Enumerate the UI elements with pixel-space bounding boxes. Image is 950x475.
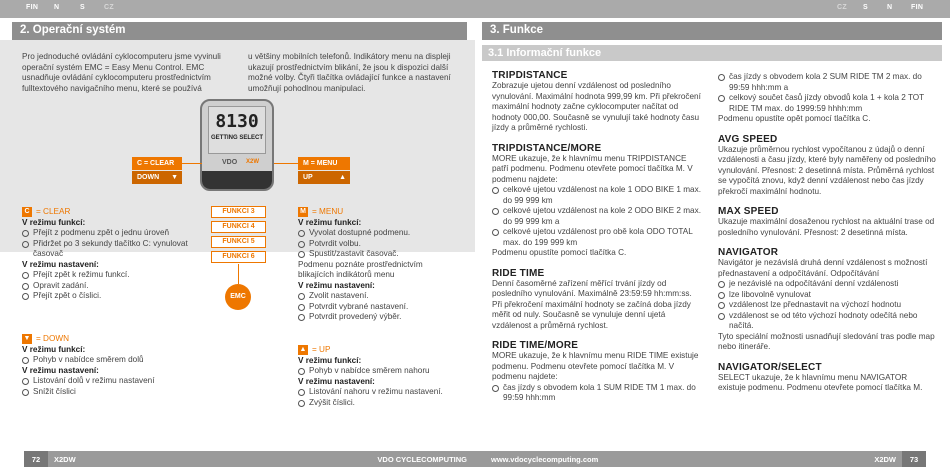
list-item: Listování nahoru v režimu nastavení. xyxy=(298,387,458,398)
ridemore-list xyxy=(492,383,702,404)
list-item: Potvrdit vybrané nastavení. xyxy=(298,302,458,313)
tripmore-list xyxy=(492,185,702,248)
device-screen-text: GETTING SELECT xyxy=(210,135,263,141)
list-item: Opravit zadání. xyxy=(22,281,202,292)
device-screen xyxy=(208,106,266,154)
menu-button-label: M = MENU xyxy=(298,157,350,170)
connector-line xyxy=(274,163,298,164)
menu-h1: V režimu funkcí: xyxy=(298,217,362,227)
menu-key-icon: M xyxy=(298,207,308,217)
down-list-1 xyxy=(22,355,202,366)
list-item: čas jízdy s obvodem kola 2 SUM RIDE TM 2 max. do 99:59 hhh:mm a xyxy=(718,72,936,93)
up-button-text: UP xyxy=(303,174,313,181)
list-item: je nezávislé na odpočítávání denní vzdálenosti xyxy=(718,279,936,290)
connector-line xyxy=(182,163,202,164)
connector-line xyxy=(238,264,239,284)
list-item: Zvýšit číslici. xyxy=(298,398,458,409)
down-title: = DOWN xyxy=(36,334,69,344)
navsel-title: NAVIGATOR/SELECT xyxy=(718,361,822,373)
down-arrow-icon: ▼ xyxy=(171,174,178,181)
list-item: Potvrdit provedený výběr. xyxy=(298,312,458,323)
lang-tab-s[interactable]: S xyxy=(863,4,868,11)
nav-after: Tyto speciální možnosti usnadňují sledování tras podle map nebo itineráře. xyxy=(718,331,935,351)
list-item: Vyvolat dostupné podmenu. xyxy=(298,228,458,239)
up-title: = UP xyxy=(312,345,331,355)
page-number-right: 73 xyxy=(902,451,926,467)
navsel-text: SELECT ukazuje, že k hlavnímu menu NAVIGATOR existuje podmenu. Podmenu otevřete pomocí tlačítka M. xyxy=(718,372,923,392)
lang-tab-cz[interactable]: CZ xyxy=(104,4,114,11)
up-list-1 xyxy=(298,366,458,377)
clear-key-icon: C xyxy=(22,207,32,217)
footer-url[interactable]: www.vdocyclecomputing.com xyxy=(491,455,599,464)
right-col-1 xyxy=(492,70,702,404)
up-section xyxy=(298,345,458,408)
list-item: lze libovolně vynulovat xyxy=(718,290,936,301)
list-item: Přejít zpět k režimu funkcí. xyxy=(22,270,202,281)
device-brand: VDO xyxy=(222,159,238,166)
ride-text: Denní časoměrné zařízení měřící trvání jízdy od posledního vynulování. Maximálně 23:59:59 hh:mm:ss. Při překročení maximální hodnoty se začíná doba jízdy měřit od nuly. Současně se vynuluje denní ujetá vzdálenost a průměrná rychlost. xyxy=(492,278,692,330)
footer-left xyxy=(48,451,475,467)
tripdistance-title: TRIPDISTANCE xyxy=(492,70,568,81)
footer-model-left: X2DW xyxy=(54,455,76,464)
ridemore-list-cont xyxy=(718,72,936,114)
tripmore-text: MORE ukazuje, že k hlavnímu menu TRIPDISTANCE patří podmenu. Podmenu otevřete pomocí tlačítka M. V podmenu najdete: xyxy=(492,153,693,184)
lang-tab-n[interactable]: N xyxy=(887,4,893,11)
max-text: Ukazuje maximální dosaženou rychlost na aktuální trase od posledního vynulování. Přesnost: 2 desetinná místa. xyxy=(718,217,935,237)
page-number-left: 72 xyxy=(24,451,48,467)
down-h1: V režimu funkcí: xyxy=(22,344,86,354)
lang-tab-fin[interactable]: FIN xyxy=(911,4,924,11)
top-bar-left xyxy=(0,0,475,18)
funkce-5-label: FUNKCI 5 xyxy=(211,236,266,248)
menu-note: Podmenu poznáte prostřednictvím blikajících indikátorů menu xyxy=(298,259,423,280)
lang-tab-cz[interactable]: CZ xyxy=(837,4,847,11)
clear-section xyxy=(22,207,202,302)
list-item: Přidržet po 3 sekundy tlačítko C: vynulovat časovač xyxy=(22,239,202,260)
clear-list-1 xyxy=(22,228,202,260)
avg-text: Ukazuje průměrnou rychlost vypočítanou z údajů o denní vzdálenosti a času jízdy, které byly naměřeny od posledního vynulování. Přesnost: 2 desetinná místa. Průměrná rychlost se vypočítá znovu, když denní vzdálenost nebo čas jízdy překročí maximální hodnotu. xyxy=(718,144,936,196)
tripdistance-text: Zobrazuje ujetou denní vzdálenost od posledního vynulování. Maximální hodnota 999,99 km. Při překročení maximální hodnoty začne cyklocomputer načítat od hodnoty 000,00. Současně se vynulují také hodnoty času jízdy a průměrné rychlosti. xyxy=(492,81,701,132)
clear-list-2 xyxy=(22,270,202,302)
list-item: Snížit číslici xyxy=(22,387,202,398)
down-button-label xyxy=(132,171,182,184)
down-button-text: DOWN xyxy=(137,174,160,181)
list-item: Spustit/zastavit časovač. xyxy=(298,249,458,260)
clear-title: = CLEAR xyxy=(36,207,71,217)
list-item: Potvrdit volbu. xyxy=(298,239,458,250)
ridemore-text: MORE ukazuje, že k hlavnímu menu RIDE TIME existuje podmenu. Podmenu otevřete pomocí tlačítka M. V podmenu najdete: xyxy=(492,351,699,381)
lang-tab-n[interactable]: N xyxy=(54,4,60,11)
menu-list-1 xyxy=(298,228,458,260)
up-key-icon: ▲ xyxy=(299,346,307,353)
intro-text-col2: u většiny mobilních telefonů. Indikátory menu na displeji ukazují prostřednictvím blikání, že jsou k dispozici další možné volby. Čtyři tlačítka ovládající funkce a nastavení umožňují pohodlnou manipulaci. xyxy=(248,52,451,93)
footer-right xyxy=(475,451,902,467)
section-title-right: 3. Funkce xyxy=(482,22,942,40)
clear-h2: V režimu nastavení: xyxy=(22,259,99,269)
up-arrow-icon: ▲ xyxy=(339,174,346,181)
max-title: MAX SPEED xyxy=(718,206,779,217)
lang-tab-s[interactable]: S xyxy=(80,4,85,11)
intro-text-col1: Pro jednoduché ovládání cyklocomputeru jsme vyvinuli operační systém EMC = Easy Menu Control. EMC usnadňuje ovládání cyklocomputeru prostřednictvím fulltextového navigačního menu, které se používá xyxy=(22,52,221,93)
nav-title: NAVIGATOR xyxy=(718,247,779,258)
tripmore-exit: Podmenu opustíte pomocí tlačítka C. xyxy=(492,248,627,257)
lang-tab-fin[interactable]: FIN xyxy=(26,4,39,11)
right-col-2 xyxy=(718,72,936,394)
nav-text: Navigátor je nezávislá druhá denní vzdálenost s možností přednastavení a odpočítávání. Odpočítávání xyxy=(718,258,928,278)
up-list-2 xyxy=(298,387,458,408)
list-item: celkové ujetou vzdálenost na kole 2 ODO BIKE 2 max. do 99 999 km a xyxy=(492,206,702,227)
list-item: Přejít zpět o číslici. xyxy=(22,291,202,302)
ride-title: RIDE TIME xyxy=(492,267,545,279)
list-item: čas jízdy s obvodem kola 1 SUM RIDE TM 1 max. do 99:59 hhh:mm xyxy=(492,383,702,404)
bike-computer-illustration xyxy=(200,99,274,191)
list-item: celkový součet časů jízdy obvodů kola 1 + kola 2 TOT RIDE TM max. do 1999:59 hhhh:mm xyxy=(718,93,936,114)
list-item: Zvolit nastavení. xyxy=(298,291,458,302)
down-key-icon: ▼ xyxy=(23,335,31,342)
list-item: Listování dolů v režimu nastavení xyxy=(22,376,202,387)
up-h1: V režimu funkcí: xyxy=(298,355,362,365)
device-base xyxy=(202,171,272,189)
avg-title: AVG SPEED xyxy=(718,133,778,145)
ridemore-title: RIDE TIME/MORE xyxy=(492,340,579,351)
section-title-left: 2. Operační systém xyxy=(12,22,467,40)
clear-h1: V režimu funkcí: xyxy=(22,217,86,227)
device-model: X2W xyxy=(246,159,260,165)
menu-title: = MENU xyxy=(312,207,344,217)
list-item: Pohyb v nabídce směrem nahoru xyxy=(298,366,458,377)
menu-section xyxy=(298,207,458,323)
down-h2: V režimu nastavení: xyxy=(22,365,99,375)
down-list-2 xyxy=(22,376,202,397)
top-bar-right xyxy=(475,0,950,18)
menu-h2: V režimu nastavení: xyxy=(298,280,375,290)
list-item: celkové ujetou vzdálenost na kole 1 ODO BIKE 1 max. do 99 999 km xyxy=(492,185,702,206)
subsection-title: 3.1 Informační funkce xyxy=(482,45,942,61)
up-h2: V režimu nastavení: xyxy=(298,376,375,386)
tripmore-title: TRIPDISTANCE/MORE xyxy=(492,142,602,154)
list-item: Pohyb v nabídce směrem dolů xyxy=(22,355,202,366)
up-button-label xyxy=(298,171,350,184)
funkce-4-label: FUNKCI 4 xyxy=(211,221,266,233)
menu-list-2 xyxy=(298,291,458,323)
clear-button-label: C = CLEAR xyxy=(132,157,182,170)
device-screen-digits: 8130 xyxy=(215,111,259,132)
emc-logo: EMC xyxy=(225,284,251,310)
footer-model-right: X2DW xyxy=(874,455,896,464)
list-item: vzdálenost se od této výchozí hodnoty odečítá nebo načítá. xyxy=(718,311,936,332)
list-item: celkové ujetou vzdálenost pro obě kola ODO TOTAL max. do 199 999 km xyxy=(492,227,702,248)
footer-brand: VDO CYCLECOMPUTING xyxy=(377,455,467,464)
funkce-6-label: FUNKCI 6 xyxy=(211,251,266,263)
nav-list xyxy=(718,279,936,332)
list-item: Přejít z podmenu zpět o jednu úroveň xyxy=(22,228,202,239)
list-item: vzdálenost lze přednastavit na výchozí hodnotu xyxy=(718,300,936,311)
down-section xyxy=(22,334,202,397)
funkce-3-label: FUNKCI 3 xyxy=(211,206,266,218)
ridemore-exit: Podmenu opustíte opět pomocí tlačítka C. xyxy=(718,114,871,123)
